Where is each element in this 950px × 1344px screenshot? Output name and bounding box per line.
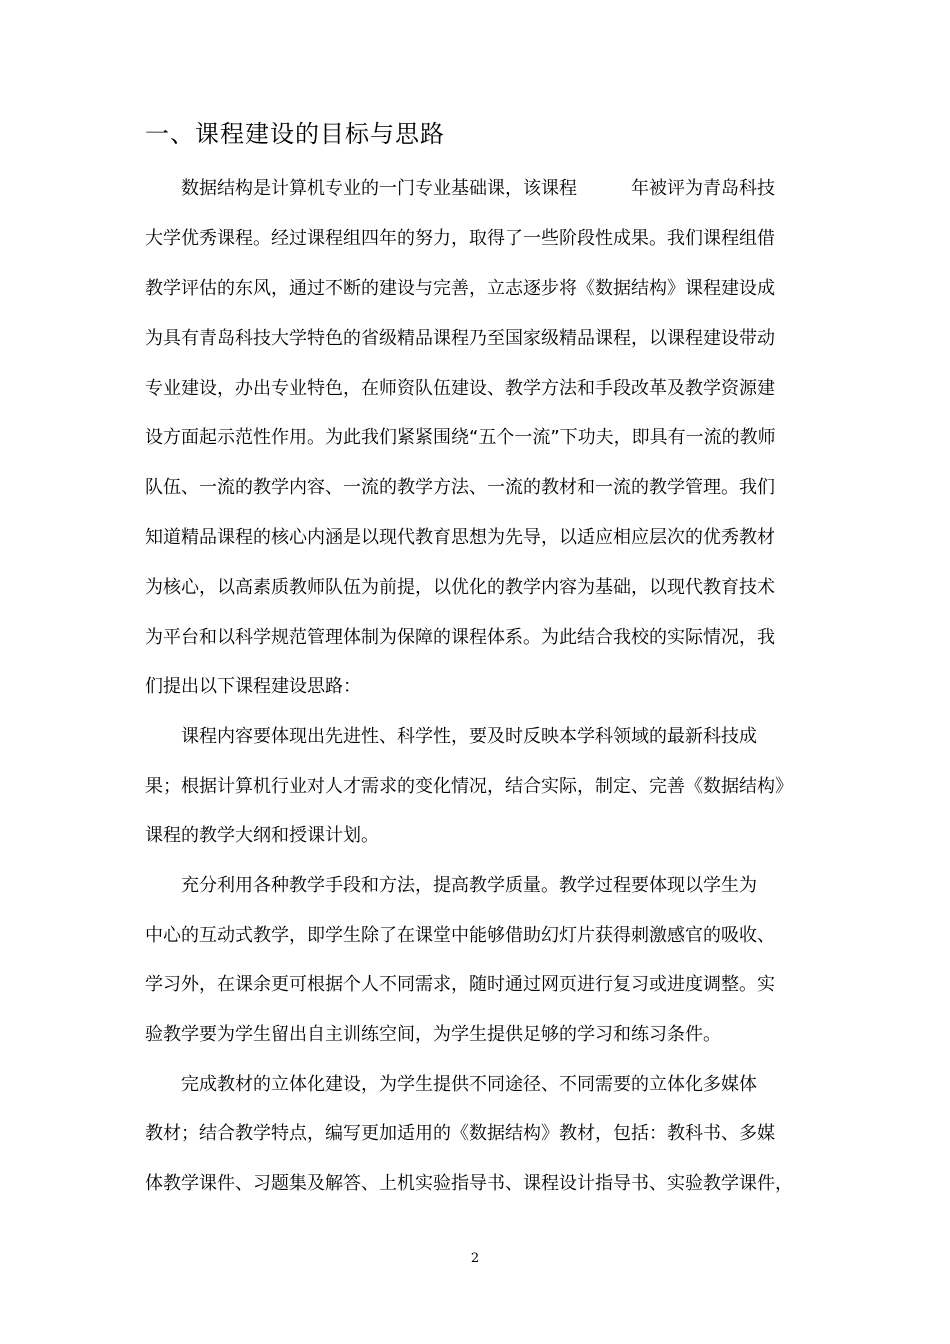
text-line (181, 175, 775, 203)
text-line: 们提出以下课程建设思路： (145, 676, 361, 697)
text-line: 为平台和以科学规范管理体制为保障的课程体系。为此结合我校的实际情况，我 (145, 627, 775, 648)
text-line: 知道精品课程的核心内涵是以现代教育思想为先导，以适应相应层次的优秀教材 (145, 527, 775, 548)
text-line: 设方面起示范性作用。为此我们紧紧围绕“五个一流”下功夫，即具有一流的教师 (145, 427, 776, 448)
text-line: 中心的互动式教学，即学生除了在课堂中能够借助幻灯片获得刺激感官的吸收、 (145, 925, 775, 946)
text-line: 队伍、一流的教学内容、一流的教学方法、一流的教材和一流的教学管理。我们 (145, 477, 775, 498)
text-line: 为具有青岛科技大学特色的省级精品课程乃至国家级精品课程，以课程建设带动 (145, 328, 775, 349)
text-segment: 年被评为青岛科技 (631, 178, 775, 199)
text-line: 验教学要为学生留出自主训练空间，为学生提供足够的学习和练习条件。 (145, 1024, 721, 1045)
text-line: 大学优秀课程。经过课程组四年的努力，取得了一些阶段性成果。我们课程组借 (145, 228, 775, 249)
text-line: 果；根据计算机行业对人才需求的变化情况，结合实际，制定、完善《数据结构》 (145, 776, 793, 797)
text-line: 为核心，以高素质教师队伍为前提，以优化的教学内容为基础，以现代教育技术 (145, 577, 775, 598)
text-line: 课程内容要体现出先进性、科学性，要及时反映本学科领域的最新科技成 (181, 726, 757, 747)
text-line: 教学评估的东风，通过不断的建设与完善，立志逐步将《数据结构》课程建设成 (145, 278, 775, 299)
text-line: 充分利用各种教学手段和方法，提高教学质量。教学过程要体现以学生为 (181, 875, 757, 896)
text-line: 体教学课件、习题集及解答、上机实验指导书、课程设计指导书、实验教学课件， (145, 1173, 793, 1194)
text-line: 完成教材的立体化建设，为学生提供不同途径、不同需要的立体化多媒体 (181, 1074, 757, 1095)
section-heading: 一、课程建设的目标与思路 (145, 120, 445, 148)
text-line: 教材；结合教学特点，编写更加适用的《数据结构》教材，包括：教科书、多媒 (145, 1123, 775, 1144)
text-line: 专业建设，办出专业特色，在师资队伍建设、教学方法和手段改革及教学资源建 (145, 378, 775, 399)
text-line: 学习外，在课余更可根据个人不同需求，随时通过网页进行复习或进度调整。实 (145, 974, 775, 995)
text-line: 课程的教学大纲和授课计划。 (145, 825, 379, 846)
text-segment: 数据结构是计算机专业的一门专业基础课，该课程 (181, 178, 577, 199)
page-number: 2 (470, 1251, 480, 1266)
